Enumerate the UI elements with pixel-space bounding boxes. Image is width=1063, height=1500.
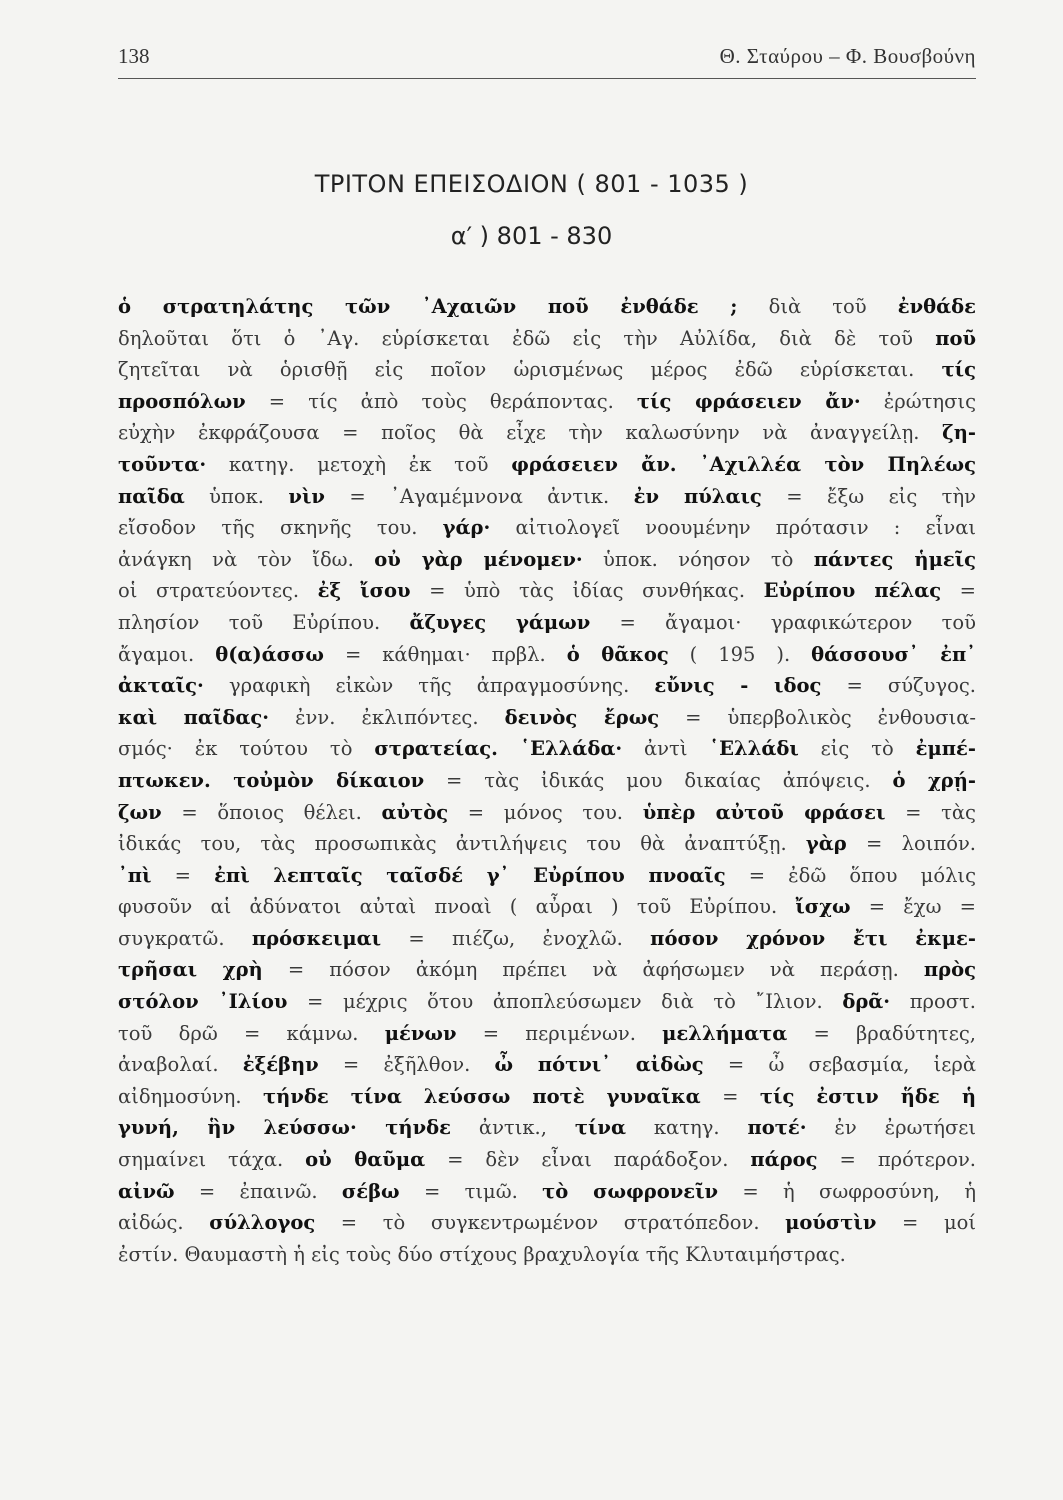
text-line: [118, 323, 976, 355]
lemma: οὐ γὰρ μένομεν·: [374, 547, 583, 571]
lemma: θ(α)άσσω: [215, 642, 324, 666]
text-line: [118, 891, 976, 923]
gloss: = τιμῶ.: [399, 1179, 543, 1203]
text-line: [118, 639, 976, 671]
lemma: ἀκταῖς·: [118, 674, 204, 698]
gloss: ( 195 ).: [668, 642, 812, 666]
lemma: ἐξέβην: [242, 1053, 319, 1077]
lemma: ζη-: [942, 421, 976, 445]
page-number: 138: [118, 44, 150, 68]
gloss: ὑποκ.: [184, 484, 289, 508]
gloss: = δὲν εἶναι παράδοξον.: [425, 1148, 751, 1172]
gloss: δηλοῦται ὅτι ὁ ᾿Αγ. εὑρίσκεται ἐδῶ εἰς τὴν Αὐλίδα, διὰ δὲ τοῦ: [118, 326, 936, 350]
gloss: τοῦ δρῶ = κάμνω.: [118, 1021, 385, 1045]
gloss: διὰ τοῦ: [737, 295, 898, 318]
gloss: ἐνν. ἐκλιπόντες.: [269, 705, 505, 729]
lemma: παῖδα: [118, 484, 185, 508]
gloss: = ὦ σεβασμία, ἱερὰ: [703, 1053, 976, 1077]
gloss: προστ.: [890, 990, 977, 1014]
lemma: ᾿πὶ: [118, 863, 152, 887]
gloss: =: [700, 1084, 760, 1108]
gloss: κατηγ. μετοχὴ ἐκ τοῦ: [206, 452, 512, 476]
lemma: αἰνῶ: [118, 1179, 175, 1203]
lemma: μούστὶν: [785, 1211, 877, 1235]
gloss: = τὸ συγκεντρωμένον στρατόπεδον.: [315, 1211, 786, 1235]
lemma: ὑπὲρ αὐτοῦ φράσει: [642, 800, 886, 824]
lemma: ἐπὶ λεπταῖς ταῖσδέ γ᾿ Εὐρίπου πνοαῖς: [214, 863, 726, 887]
lemma: γὰρ: [805, 832, 847, 856]
header-rule: [118, 78, 976, 79]
gloss: = ὑπερβολικὸς ἐνθουσια-: [659, 705, 976, 729]
gloss: ἐστίν. Θαυμαστὴ ἡ εἰς τοὺς δύο στίχους βραχυλογία τῆς Κλυταιμήστρας.: [118, 1242, 846, 1266]
gloss: γραφικὴ εἰκὼν τῆς ἀπραγμοσύνης.: [203, 674, 655, 698]
gloss: = ἔξω εἰς τὴν: [761, 484, 977, 508]
page-header: [118, 44, 976, 84]
section-subtitle: α′ ) 801 - 830: [450, 222, 613, 250]
lemma: πρόσκειμαι: [251, 926, 382, 950]
lemma: ζων: [118, 800, 162, 824]
lemma: μένων: [384, 1021, 457, 1045]
lemma: ὁ στρατηλάτης τῶν ᾿Αχαιῶν ποῦ ἐνθάδε ;: [118, 295, 738, 318]
commentary-text: [118, 291, 976, 1270]
gloss: = βραδύτητες,: [787, 1021, 977, 1045]
lemma: πόσον χρόνον ἔτι ἐκμε-: [650, 926, 976, 950]
gloss: = ὅποιος θέλει.: [161, 800, 382, 824]
gloss: = ᾿Αγαμέμνονα ἀντικ.: [324, 484, 634, 508]
gloss: = μοί: [876, 1211, 977, 1235]
text-line: [118, 765, 976, 797]
lemma: τίνα: [574, 1116, 626, 1140]
gloss: ἀντὶ: [622, 737, 710, 761]
lemma: Εὐρίπου πέλας: [763, 579, 942, 603]
lemma: σύλλογος: [209, 1211, 316, 1235]
lemma: ποῦ: [935, 326, 976, 350]
text-line: [118, 1049, 976, 1081]
lemma: τοῦντα·: [118, 452, 207, 476]
text-line: [118, 1112, 976, 1144]
lemma: ἄζυγες γάμων: [409, 610, 591, 634]
lemma: θάσσουσ᾿ ἐπ᾿: [811, 642, 976, 666]
text-line: [118, 986, 976, 1018]
lemma: ἐνθάδε: [897, 295, 976, 318]
gloss: εἴσοδον τῆς σκηνῆς του.: [118, 516, 443, 540]
lemma: πάρος: [750, 1148, 818, 1172]
gloss: ἐν ἐρωτήσει: [806, 1116, 977, 1140]
lemma: μελλήματα: [662, 1021, 788, 1045]
lemma: νὶν: [288, 484, 325, 508]
lemma: τίς ἐστιν ἥδε ἡ: [759, 1084, 976, 1108]
lemma: αὐτὸς: [381, 800, 449, 824]
gloss: = ἡ σωφροσύνη, ἡ: [718, 1179, 977, 1203]
text-line: [118, 1239, 976, 1271]
gloss: = κάθημαι· πρβλ.: [324, 642, 567, 666]
gloss: = λοιπόν.: [846, 832, 976, 856]
gloss: = πιέζω, ἐνοχλῶ.: [381, 926, 651, 950]
lemma: ἴσχω: [795, 895, 851, 919]
gloss: = πόσον ἀκόμη πρέπει νὰ ἀφήσωμεν νὰ περάσῃ.: [262, 958, 924, 982]
lemma: ὁ θᾶκος: [566, 642, 669, 666]
gloss: ἀντικ.,: [450, 1116, 575, 1140]
lemma: ὁ χρῄ-: [892, 768, 977, 792]
gloss: = τὰς ἰδικάς μου δικαίας ἀπόψεις.: [424, 768, 893, 792]
lemma: ἐν πύλαις: [633, 484, 762, 508]
gloss: = τὰς: [885, 800, 976, 824]
text-line: [118, 797, 976, 829]
lemma: καὶ παῖδας·: [118, 705, 270, 729]
lemma: φράσειεν ἄν. ᾿Αχιλλέα τὸν Πηλέως: [511, 452, 977, 476]
gloss: αἰδημοσύνη.: [118, 1084, 264, 1108]
lemma: σέβω: [341, 1179, 400, 1203]
lemma: ποτέ·: [747, 1116, 807, 1140]
gloss: αἰτιολογεῖ νοουμένην πρότασιν : εἶναι: [490, 516, 977, 540]
gloss: = τίς ἀπὸ τοὺς θεράποντας.: [245, 389, 637, 413]
lemma: τὸ σωφρονεῖν: [542, 1179, 719, 1203]
gloss: εὐχὴν ἐκφράζουσα = ποῖος θὰ εἶχε τὴν καλωσύνην νὰ ἀναγγείλῃ.: [118, 421, 943, 445]
text-line: [118, 1207, 976, 1239]
text-line: [118, 923, 976, 955]
gloss: ἀνάγκη νὰ τὸν ἴδω.: [118, 547, 375, 571]
text-line: [118, 291, 976, 323]
text-line: [118, 1081, 976, 1113]
gloss: ἀναβολαί.: [118, 1053, 243, 1077]
gloss: = ἄγαμοι· γραφικώτερον τοῦ: [590, 610, 976, 634]
gloss: αἰδώς.: [118, 1211, 210, 1235]
running-head: Θ. Σταύρου – Φ. Βουσβούνη: [719, 44, 976, 68]
lemma: τίς: [941, 358, 976, 382]
text-line: [118, 607, 976, 639]
gloss: πλησίον τοῦ Εὐρίπου.: [118, 610, 410, 634]
text-line: [118, 1018, 976, 1050]
gloss: = περιμένων.: [456, 1021, 663, 1045]
text-line: [118, 449, 976, 481]
lemma: στόλον ᾿Ιλίου: [118, 990, 288, 1014]
lemma: στρατείας. ῾Ελλάδα·: [374, 737, 623, 761]
gloss: ὑποκ. νόησον τὸ: [582, 547, 814, 571]
gloss: =: [151, 863, 215, 887]
gloss: = ἐξῆλθον.: [318, 1053, 495, 1077]
lemma: ὦ πότνι᾿ αἰδὼς: [494, 1053, 704, 1077]
gloss: εἰς τὸ: [798, 737, 916, 761]
text-line: [118, 544, 976, 576]
text-line: [118, 954, 976, 986]
lemma: γυνή, ἣν λεύσσω· τήνδε: [118, 1116, 451, 1140]
gloss: = σύζυγος.: [821, 674, 976, 698]
gloss: = μόνος του.: [448, 800, 643, 824]
gloss: = ὑπὸ τὰς ἰδίας συνθήκας.: [410, 579, 764, 603]
gloss: σμός· ἐκ τούτου τὸ: [118, 737, 375, 761]
gloss: = πρότερον.: [817, 1148, 976, 1172]
lemma: γάρ·: [442, 516, 491, 540]
text-line: [118, 575, 976, 607]
lemma: πρὸς: [923, 958, 976, 982]
lemma: προσπόλων: [118, 389, 246, 413]
gloss: σημαίνει τάχα.: [118, 1148, 306, 1172]
lemma: ἐξ ἴσου: [317, 579, 411, 603]
lemma: δεινὸς ἔρως: [504, 705, 660, 729]
lemma: τίς φράσειεν ἄν·: [636, 389, 861, 413]
lemma: τρῆσαι χρὴ: [118, 958, 263, 982]
lemma: πτωκεν. τοὐμὸν δίκαιον: [118, 768, 425, 792]
gloss: = ἐδῶ ὅπου μόλις: [725, 863, 976, 887]
gloss: ἰδικάς του, τὰς προσωπικὰς ἀντιλήψεις του θὰ ἀναπτύξῃ.: [118, 832, 806, 856]
gloss: ἐρώτησις: [860, 389, 976, 413]
text-line: [118, 512, 976, 544]
lemma: ἐμπέ-: [915, 737, 976, 761]
text-line: [118, 417, 976, 449]
gloss: κατηγ.: [625, 1116, 748, 1140]
gloss: = μέχρις ὅτου ἀποπλεύσωμεν διὰ τὸ ῎Ιλιον.: [287, 990, 843, 1014]
lemma: εὔνις - ιδος: [654, 674, 822, 698]
lemma: πάντες ἡμεῖς: [813, 547, 977, 571]
gloss: = ἐπαινῶ.: [174, 1179, 342, 1203]
lemma: δρᾶ·: [842, 990, 891, 1014]
gloss: ἄγαμοι.: [118, 642, 216, 666]
lemma: τήνδε τίνα λεύσσω ποτὲ γυναῖκα: [263, 1084, 701, 1108]
text-line: [118, 1144, 976, 1176]
text-line: [118, 860, 976, 892]
gloss: ζητεῖται νὰ ὁρισθῇ εἰς ποῖον ὡρισμένως μέρος ἐδῶ εὑρίσκεται.: [118, 358, 942, 382]
gloss: = ἔχω =: [850, 895, 976, 919]
text-line: [118, 354, 976, 386]
text-line: [118, 1176, 976, 1208]
text-line: [118, 670, 976, 702]
text-line: [118, 386, 976, 418]
text-line: [118, 481, 976, 513]
section-title: ΤΡΙΤΟΝ ΕΠΕΙΣΟΔΙΟΝ ( 801 - 1035 ): [314, 170, 749, 198]
gloss: =: [941, 579, 976, 603]
text-line: [118, 828, 976, 860]
lemma: ῾Ελλάδι: [709, 737, 799, 761]
lemma: οὐ θαῦμα: [305, 1148, 426, 1172]
gloss: οἱ στρατεύοντες.: [118, 579, 318, 603]
gloss: συγκρατῶ.: [118, 926, 252, 950]
text-line: [118, 733, 976, 765]
gloss: φυσοῦν αἱ ἀδύνατοι αὐταὶ πνοαὶ ( αὖραι ) τοῦ Εὐρίπου.: [118, 895, 796, 919]
text-line: [118, 702, 976, 734]
